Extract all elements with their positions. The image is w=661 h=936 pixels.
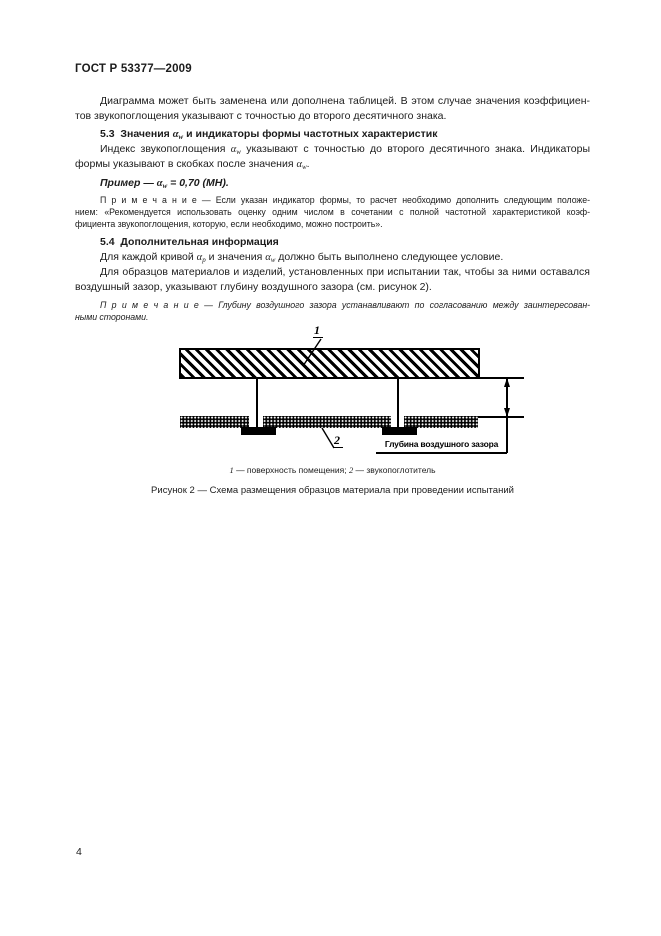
note-line: П р и м е ч а н и е — Если указан индикатор формы, то расчет необходимо дополнить следующим положе- — [100, 195, 590, 205]
figure-legend: 1 — поверхность помещения; 2 — звукопоглотитель — [229, 465, 436, 475]
dimension-extension-line — [478, 377, 524, 379]
dimension-extension-line — [478, 416, 524, 418]
note-line: нием: «Рекомендуется использовать оценку одним числом в сочетании с полной частотной характеристикой коэф- — [75, 207, 590, 217]
paragraph-line: Диаграмма может быть заменена или дополнена таблицей. В этом случае значения коэффициен- — [100, 95, 590, 107]
room-surface-hatched-panel — [179, 348, 480, 379]
sound-absorber-strip — [180, 416, 249, 428]
paragraph-line: Для образцов материалов и изделий, установленных при испытании так, чтобы за ними оставался — [100, 266, 590, 278]
alpha-symbol: $\alpha_w$ — [230, 144, 241, 156]
page-number: 4 — [76, 846, 82, 858]
alpha-symbol: $\alpha_w$ — [172, 129, 184, 141]
dimension-label-underline — [376, 452, 507, 454]
example-line: Пример — $\alpha_w = 0,70$ (МН). — [100, 177, 229, 190]
heading-5-3: 5.3 Значения $\alpha_w$ и индикаторы формы частотных характеристик — [100, 128, 438, 141]
note-line: ными сторонами. — [75, 312, 149, 322]
note-line: фициента звукопоглощения, которую, если необходимо, можно построить». — [75, 219, 383, 229]
note-line: П р и м е ч а н и е — Глубину воздушного зазора устанавливают по согласованию между заинтересован- — [100, 300, 590, 310]
alpha-symbol: $\alpha_w$ — [156, 178, 168, 190]
paragraph-line: Индекс звукопоглощения $\alpha_w$ указывают с точностью до второго десятичного знака. Индикаторы — [100, 143, 590, 156]
paragraph-line: Для каждой кривой $\alpha_p$ и значения $\alpha_w$ должно быть выполнено следующее условие. — [100, 251, 504, 264]
alpha-symbol: $\alpha_p$ — [196, 252, 206, 264]
paragraph-line: тов звукопоглощения указывают с точностью до второго десятичного знака. — [75, 110, 447, 122]
sound-absorber-strip — [263, 416, 391, 428]
support-foot — [241, 427, 276, 435]
callout-label-surface: 1 — [313, 324, 323, 338]
figure-2-drawing — [75, 323, 590, 463]
spacer-support-line — [256, 379, 258, 429]
spacer-support-line — [397, 379, 399, 429]
heading-5-4: 5.4 Дополнительная информация — [100, 236, 279, 248]
alpha-symbol: $\alpha_w$ — [296, 159, 307, 171]
alpha-symbol: $\alpha_w$ — [265, 252, 276, 264]
air-gap-depth-label: Глубина воздушного зазора — [384, 439, 499, 449]
doc-number-header: ГОСТ Р 53377—2009 — [75, 63, 192, 75]
dimension-label-connector — [506, 416, 508, 453]
support-foot — [382, 427, 417, 435]
page-content — [75, 62, 590, 497]
figure-caption: Рисунок 2 — Схема размещения образцов материала при проведении испытаний — [151, 485, 514, 496]
callout-label-absorber: 2 — [333, 434, 343, 448]
paragraph-line: воздушный зазор, указывают глубину воздушного зазора (см. рисунок 2). — [75, 281, 432, 293]
paragraph-line: формы указывают в скобках после значения $\alpha_w$. — [75, 158, 310, 171]
dimension-arrow-up-icon — [504, 378, 510, 387]
